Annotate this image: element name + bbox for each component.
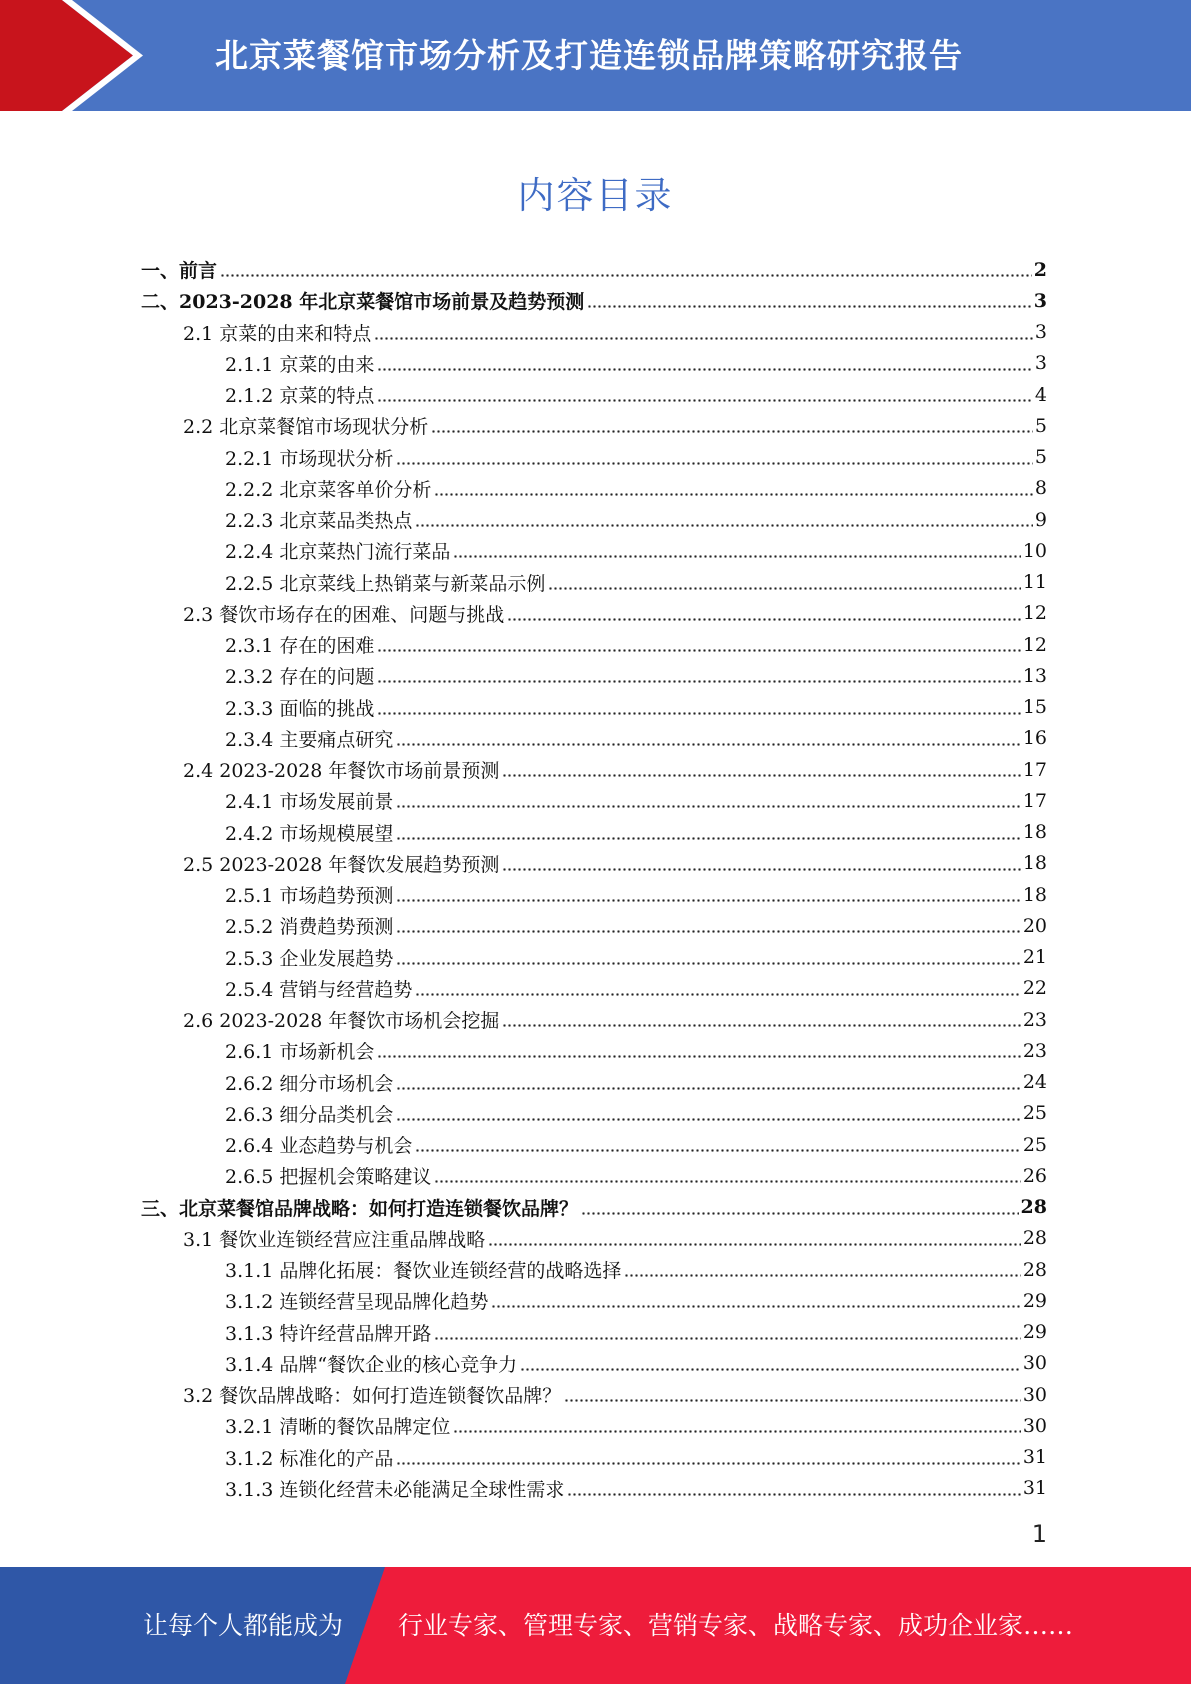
toc-leader-dots <box>488 1241 1021 1247</box>
toc-leader-dots <box>587 304 1032 310</box>
toc-entry-label: 3.2.1 清晰的餐饮品牌定位 <box>225 1416 451 1439</box>
toc-entry-page: 8 <box>1034 477 1047 500</box>
toc-entry-label: 2.6 2023-2028 年餐饮市场机会挖掘 <box>183 1010 500 1033</box>
toc-entry[interactable] <box>0 1254 1191 1285</box>
toc-entry[interactable] <box>0 285 1191 316</box>
toc-entry-label: 3.1.2 标准化的产品 <box>225 1447 394 1470</box>
toc-entry[interactable] <box>0 1192 1191 1223</box>
toc-entry[interactable] <box>0 754 1191 785</box>
toc-entry-label: 2.6.1 市场新机会 <box>225 1041 375 1064</box>
toc-entry-label: 2.3.2 存在的问题 <box>225 666 375 689</box>
toc-entry-page: 30 <box>1022 1414 1047 1437</box>
toc-entry-page: 28 <box>1022 1258 1047 1281</box>
toc-entry-page: 3 <box>1033 289 1047 312</box>
toc-entry-label: 2.2.2 北京菜客单价分析 <box>225 478 432 501</box>
toc-leader-dots <box>502 1023 1020 1029</box>
toc-entry[interactable] <box>0 567 1191 598</box>
toc-entry-label: 2.2.4 北京菜热门流行菜品 <box>225 541 451 564</box>
toc-leader-dots <box>415 1148 1020 1154</box>
toc-entry-label: 2.1.1 京菜的由来 <box>225 353 375 376</box>
toc-entry-label: 2.2.5 北京菜线上热销菜与新菜品示例 <box>225 572 546 595</box>
page-number: 1 <box>1031 1520 1047 1548</box>
toc-entry-page: 2 <box>1033 258 1047 281</box>
toc-entry-label: 2.4 2023-2028 年餐饮市场前景预测 <box>183 760 500 783</box>
toc-entry-label: 2.5.4 营销与经营趋势 <box>225 978 413 1001</box>
page-header <box>0 0 1191 111</box>
toc-entry-page: 25 <box>1022 1133 1047 1156</box>
toc-leader-dots <box>377 679 1020 685</box>
toc-leader-dots <box>377 366 1033 372</box>
toc-leader-dots <box>396 460 1033 466</box>
toc-entry-page: 30 <box>1022 1383 1047 1406</box>
toc-leader-dots <box>507 616 1021 622</box>
toc-entry-label: 2.6.2 细分市场机会 <box>225 1072 394 1095</box>
toc-entry[interactable] <box>0 1317 1191 1348</box>
toc-leader-dots <box>520 1366 1021 1372</box>
toc-entry[interactable] <box>0 879 1191 910</box>
toc-entry-page: 26 <box>1022 1164 1047 1187</box>
toc-entry-label: 2.2 北京菜餐馆市场现状分析 <box>183 416 429 439</box>
toc-leader-dots <box>374 335 1033 341</box>
header-chevron-decoration <box>0 0 150 111</box>
toc-leader-dots <box>377 648 1020 654</box>
toc-entry-page: 9 <box>1034 508 1047 531</box>
toc-entry[interactable] <box>0 1410 1191 1441</box>
toc-entry-page: 5 <box>1034 414 1047 437</box>
toc-heading: 内容目录 <box>517 174 674 217</box>
toc-entry[interactable] <box>0 254 1191 285</box>
toc-entry-page: 5 <box>1034 446 1047 469</box>
toc-entry-label: 3.1.3 特许经营品牌开路 <box>225 1322 432 1345</box>
toc-entry-page: 15 <box>1022 696 1047 719</box>
toc-entry-label: 2.3.4 主要痛点研究 <box>225 728 394 751</box>
toc-entry[interactable] <box>0 1160 1191 1191</box>
toc-entry[interactable] <box>0 442 1191 473</box>
toc-entry-page: 24 <box>1022 1071 1047 1094</box>
toc-entry[interactable] <box>0 1473 1191 1504</box>
footer-slogan-left: 让每个人都能成为 <box>143 1611 344 1640</box>
toc-entry[interactable] <box>0 629 1191 660</box>
toc-entry-page: 22 <box>1022 977 1047 1000</box>
toc-entry-page: 18 <box>1022 883 1047 906</box>
toc-entry-page: 23 <box>1022 1008 1047 1031</box>
toc-entry-page: 28 <box>1020 1196 1047 1219</box>
toc-entry-label: 3.1.4 品牌“餐饮企业的核心竞争力 <box>225 1353 518 1376</box>
toc-entry[interactable] <box>0 473 1191 504</box>
toc-entry[interactable] <box>0 1223 1191 1254</box>
toc-leader-dots <box>453 1429 1020 1435</box>
toc-leader-dots <box>377 710 1020 716</box>
toc-entry[interactable] <box>0 379 1191 410</box>
toc-entry[interactable] <box>0 785 1191 816</box>
toc-leader-dots <box>431 429 1033 435</box>
toc-entry-page: 31 <box>1022 1446 1047 1469</box>
toc-leader-dots <box>434 491 1033 497</box>
toc-entry-label: 2.2.1 市场现状分析 <box>225 447 394 470</box>
toc-entry[interactable] <box>0 598 1191 629</box>
toc-entry-page: 29 <box>1022 1289 1047 1312</box>
toc-entry-page: 3 <box>1034 352 1047 375</box>
toc-leader-dots <box>396 835 1020 841</box>
toc-entry-label: 3.1.3 连锁化经营未必能满足全球性需求 <box>225 1478 565 1501</box>
toc-entry-page: 11 <box>1022 571 1047 594</box>
toc-entry-page: 23 <box>1022 1039 1047 1062</box>
toc-entry-page: 12 <box>1022 602 1047 625</box>
toc-entry-label: 2.6.5 把握机会策略建议 <box>225 1166 432 1189</box>
toc-leader-dots <box>377 398 1033 404</box>
toc-entry-label: 二、2023-2028 年北京菜餐馆市场前景及趋势预测 <box>141 291 585 314</box>
toc-entry[interactable] <box>0 817 1191 848</box>
toc-entry[interactable] <box>0 942 1191 973</box>
toc-entry-page: 4 <box>1034 383 1047 406</box>
toc-entry[interactable] <box>0 317 1191 348</box>
toc-entry-page: 21 <box>1022 946 1047 969</box>
toc-leader-dots <box>396 741 1020 747</box>
toc-entry[interactable] <box>0 535 1191 566</box>
toc-leader-dots <box>377 1054 1020 1060</box>
toc-entry[interactable] <box>0 1098 1191 1129</box>
toc-entry-page: 3 <box>1034 321 1047 344</box>
toc-entry-label: 3.2 餐饮品牌战略：如何打造连锁餐饮品牌？ <box>183 1385 562 1408</box>
toc-entry-label: 3.1.2 连锁经营呈现品牌化趋势 <box>225 1291 489 1314</box>
toc-leader-dots <box>453 554 1020 560</box>
toc-entry-label: 2.5 2023-2028 年餐饮发展趋势预测 <box>183 853 500 876</box>
toc-leader-dots <box>502 866 1020 872</box>
toc-entry-page: 18 <box>1022 852 1047 875</box>
toc-leader-dots <box>415 991 1020 997</box>
toc-entry-page: 12 <box>1022 633 1047 656</box>
toc-leader-dots <box>396 960 1020 966</box>
toc-entry[interactable] <box>0 723 1191 754</box>
toc-entry[interactable] <box>0 1035 1191 1066</box>
toc-leader-dots <box>415 523 1033 529</box>
toc-leader-dots <box>548 585 1020 591</box>
toc-leader-dots <box>502 773 1020 779</box>
toc-entry-page: 17 <box>1022 758 1047 781</box>
toc-entry-label: 2.4.1 市场发展前景 <box>225 791 394 814</box>
toc-entry[interactable] <box>0 910 1191 941</box>
toc-entry[interactable] <box>0 848 1191 879</box>
toc-entry[interactable] <box>0 973 1191 1004</box>
toc-leader-dots <box>396 804 1020 810</box>
toc-leader-dots <box>434 1179 1020 1185</box>
toc-entry-label: 3.1.1 品牌化拓展：餐饮业连锁经营的战略选择 <box>225 1260 622 1283</box>
page-footer <box>0 1567 1191 1684</box>
toc-entry[interactable] <box>0 1442 1191 1473</box>
toc-leader-dots <box>396 1085 1020 1091</box>
toc-entry-label: 2.4.2 市场规模展望 <box>225 822 394 845</box>
toc-entry-label: 2.5.1 市场趋势预测 <box>225 885 394 908</box>
toc-entry[interactable] <box>0 1004 1191 1035</box>
toc-entry[interactable] <box>0 660 1191 691</box>
toc-entry-page: 18 <box>1022 821 1047 844</box>
toc-leader-dots <box>396 1460 1020 1466</box>
toc-entry-label: 2.5.3 企业发展趋势 <box>225 947 394 970</box>
toc-entry-label: 一、前言 <box>141 260 218 283</box>
toc-entry[interactable] <box>0 1067 1191 1098</box>
toc-entry-label: 2.6.4 业态趋势与机会 <box>225 1135 413 1158</box>
toc-leader-dots <box>581 1210 1019 1216</box>
toc-leader-dots <box>396 1116 1020 1122</box>
toc-entry-page: 13 <box>1022 664 1047 687</box>
toc-entry-page: 17 <box>1022 789 1047 812</box>
toc-entry-page: 29 <box>1022 1321 1047 1344</box>
toc-entry-page: 10 <box>1022 539 1047 562</box>
toc-leader-dots <box>491 1304 1020 1310</box>
toc-entry-label: 2.6.3 细分品类机会 <box>225 1103 394 1126</box>
toc-entry-label: 2.3.1 存在的困难 <box>225 635 375 658</box>
toc-entry-label: 2.3.3 面临的挑战 <box>225 697 375 720</box>
toc-entry[interactable] <box>0 692 1191 723</box>
toc-leader-dots <box>396 898 1020 904</box>
report-title: 北京菜餐馆市场分析及打造连锁品牌策略研究报告 <box>215 36 963 75</box>
toc-entry-label: 2.3 餐饮市场存在的困难、问题与挑战 <box>183 603 505 626</box>
toc-entry[interactable] <box>0 1379 1191 1410</box>
toc-leader-dots <box>434 1335 1020 1341</box>
toc-leader-dots <box>564 1398 1021 1404</box>
table-of-contents <box>0 254 1191 1504</box>
toc-leader-dots <box>567 1491 1020 1497</box>
toc-entry[interactable] <box>0 1129 1191 1160</box>
toc-entry-label: 2.1 京菜的由来和特点 <box>183 322 372 345</box>
toc-leader-dots <box>396 929 1020 935</box>
toc-entry-page: 28 <box>1022 1227 1047 1250</box>
toc-entry[interactable] <box>0 348 1191 379</box>
toc-entry-label: 三、北京菜餐馆品牌战略：如何打造连锁餐饮品牌？ <box>141 1197 579 1220</box>
toc-entry-label: 3.1 餐饮业连锁经营应注重品牌战略 <box>183 1228 486 1251</box>
toc-entry[interactable] <box>0 504 1191 535</box>
footer-slogan-right: 行业专家、管理专家、营销专家、战略专家、成功企业家…… <box>398 1611 1074 1640</box>
toc-entry-page: 16 <box>1022 727 1047 750</box>
toc-entry[interactable] <box>0 1348 1191 1379</box>
toc-entry-page: 31 <box>1022 1477 1047 1500</box>
toc-leader-dots <box>220 273 1032 279</box>
toc-entry-page: 30 <box>1022 1352 1047 1375</box>
toc-entry-label: 2.5.2 消费趋势预测 <box>225 916 394 939</box>
toc-entry-label: 2.1.2 京菜的特点 <box>225 385 375 408</box>
toc-entry-label: 2.2.3 北京菜品类热点 <box>225 510 413 533</box>
toc-entry[interactable] <box>0 410 1191 441</box>
toc-entry-page: 25 <box>1022 1102 1047 1125</box>
toc-leader-dots <box>624 1273 1020 1279</box>
toc-entry[interactable] <box>0 1285 1191 1316</box>
toc-entry-page: 20 <box>1022 914 1047 937</box>
